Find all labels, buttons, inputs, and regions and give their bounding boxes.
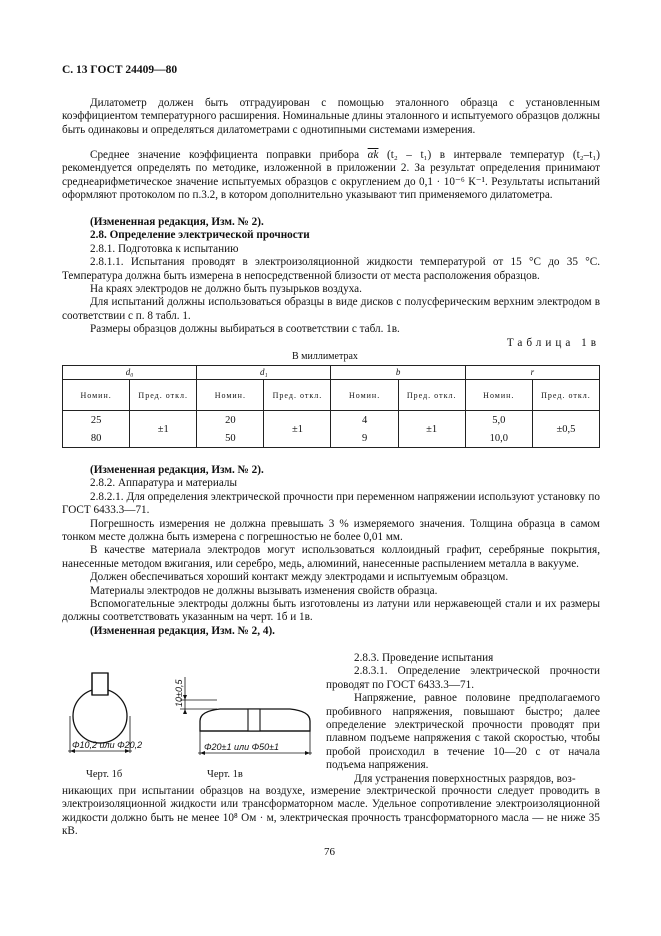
revision-note-3: (Измененная редакция, Изм. № 2, 4). <box>90 624 275 637</box>
paragraph-2-8-3-1: 2.8.3.1. Определение электрической прочности проводят по ГОСТ 6433.3—71. <box>326 665 600 691</box>
cell-d1-nom-1: 20 <box>197 411 264 430</box>
cell-r-nom-2: 10,0 <box>465 429 532 448</box>
correction-text-b: (t₂ – t₁) в интервале температур (t₂–t₁) рекомендуется определять по методике, изложенной в приложении 2. За результат определения принимают среднеарифметическое значение испытуемых образцов с округлением до 0,1 · 10⁻⁶ К⁻¹. Результаты испытаний оформляют протоколом по п.3.2, в котором дополнительно указывают тип применяемого дилатометра. <box>62 149 600 202</box>
paragraph-disks: Для испытаний должны использоваться образцы в виде дисков с полусферическим верхним электродом в соответствии с п. 8 табл. 1. <box>62 296 600 322</box>
col-header-deviation: Пред. откл. <box>398 380 465 411</box>
col-header-deviation: Пред. откл. <box>130 380 197 411</box>
col-header-nominal: Номин. <box>331 380 398 411</box>
cell-d1-dev: ±1 <box>264 411 331 448</box>
cell-r-dev: ±0,5 <box>532 411 599 448</box>
paragraph-calibration: Дилатометр должен быть отградуирован с помощью эталонного образца с установленным коэффициентом температурного расширения. Номинальные длины эталонного и испытуемого образцов должны быть одинаковы и определяться дилатометрами с однотипными системами измерения. <box>62 97 600 136</box>
cell-d0-dev: ±1 <box>130 411 197 448</box>
caption-drawing-1b: Черт. 1б <box>86 769 123 780</box>
table-unit: В миллиметрах <box>292 351 358 362</box>
subsection-heading-2-8-3: 2.8.3. Проведение испытания <box>354 652 494 664</box>
col-group-r: r <box>465 366 599 380</box>
section-2-8-3 <box>326 652 600 786</box>
table-1v <box>62 365 600 448</box>
section-heading-2-8: 2.8. Определение электрической прочности <box>90 229 310 242</box>
revision-note-1: (Измененная редакция, Изм. № 2). <box>90 216 264 228</box>
paragraph-discharges-start: Для устранения поверхностных разрядов, воз- <box>354 772 576 785</box>
col-group-b: b <box>331 366 465 380</box>
paragraph-correction <box>62 149 600 203</box>
page-number: 76 <box>324 846 335 858</box>
paragraph-error: Погрешность измерения не должна превышать 3 % измеряемого значения. Толщина образца в самом тонком месте должна быть измерена с погрешностью не более 0,01 мм. <box>62 517 600 544</box>
alpha-k-symbol: $\overline{\alpha k}$ <box>367 149 379 161</box>
paragraph-properties: Материалы электродов не должны вызывать изменения свойств образца. <box>90 584 438 597</box>
subsection-heading-2-8-2: 2.8.2. Аппаратура и материалы <box>90 477 238 490</box>
cell-d0-nom-1: 25 <box>63 411 130 430</box>
cell-d0-nom-2: 80 <box>63 429 130 448</box>
paragraph-2-8-1-1: 2.8.1.1. Испытания проводят в электроизоляционной жидкости температурой от 15 °С до 35 °С. Температура должна быть измерена в непосредственной близости от места расположения образцов. <box>62 256 600 282</box>
paragraph-discharges: никающих при испытании образцов на воздухе, измерение электрической прочности следует проводить в электроизоляционной жидкости или трансформаторном масле. Удельное сопротивление электроизоляционной жидкости должно быть не менее 10⁸ Ом · м, электрическая прочность трансформаторного масла — не ниже 35 кВ. <box>62 785 600 838</box>
paragraph-materials: В качестве материала электродов могут использоваться коллоидный графит, серебряные покрытия, нанесенные методом вжигания, или серебро, медь, алюминий, нанесенные распылением металла в вакууме. <box>62 544 600 570</box>
paragraph-2-8-2-1: 2.8.2.1. Для определения электрической прочности при переменном напряжении используют установку по ГОСТ 6433.3—71. <box>62 490 600 517</box>
dim-label-1b: Φ10,2 или Φ20,2 <box>72 740 143 750</box>
height-dimension <box>180 677 217 714</box>
section-correction <box>62 149 600 203</box>
revision-note-2: (Измененная редакция, Изм. № 2). <box>90 464 264 476</box>
col-group-d0: d₀ <box>63 366 197 380</box>
electrode-drawings-svg <box>62 673 322 769</box>
paragraph-contact: Должен обеспечиваться хороший контакт между электродами и испытуемым образцом. <box>90 571 509 584</box>
section-dilatometer <box>62 97 600 137</box>
page-header: С. 13 ГОСТ 24409—80 <box>62 64 178 76</box>
dim-label-height: 10±0,5 <box>174 679 184 707</box>
section-2-8 <box>62 216 600 337</box>
col-header-nominal: Номин. <box>63 380 130 411</box>
cell-d1-nom-2: 50 <box>197 429 264 448</box>
caption-drawing-1v: Черт. 1в <box>207 769 243 780</box>
section-2-8-2 <box>62 464 600 638</box>
dim-label-1v: Φ20±1 или Φ50±1 <box>204 742 280 752</box>
col-group-d1: d₁ <box>197 366 331 380</box>
paragraph-aux-electrodes: Вспомогательные электроды должны быть изготовлены из латуни или нержавеющей стали и их размеры должны соответствовать указанным на черт. 1б и 1в. <box>62 598 600 624</box>
col-header-deviation: Пред. откл. <box>532 380 599 411</box>
table-caption: Таблица 1в <box>506 337 600 349</box>
cell-b-nom-1: 4 <box>331 411 398 430</box>
cell-r-nom-1: 5,0 <box>465 411 532 430</box>
paragraph-sizes: Размеры образцов должны выбираться в соответствии с табл. 1в. <box>90 323 400 336</box>
col-header-deviation: Пред. откл. <box>264 380 331 411</box>
paragraph-voltage-rise: Напряжение, равное половине предполагаемого пробивного напряжения, повышают быстро; далее определение электрической прочности проводят при плавном подъеме напряжения с такой скоростью, чтобы пробой происходил в течение 10—20 с от начала подъема напряжения. <box>326 692 600 772</box>
cell-b-dev: ±1 <box>398 411 465 448</box>
paragraph-bubbles: На краях электродов не должно быть пузырьков воздуха. <box>90 283 362 296</box>
correction-text-a: Среднее значение коэффициента поправки прибора <box>90 149 368 161</box>
col-header-nominal: Номин. <box>197 380 264 411</box>
col-header-nominal: Номин. <box>465 380 532 411</box>
cell-b-nom-2: 9 <box>331 429 398 448</box>
section-discharges <box>62 785 600 839</box>
subsection-heading-2-8-1: 2.8.1. Подготовка к испытанию <box>90 242 239 255</box>
